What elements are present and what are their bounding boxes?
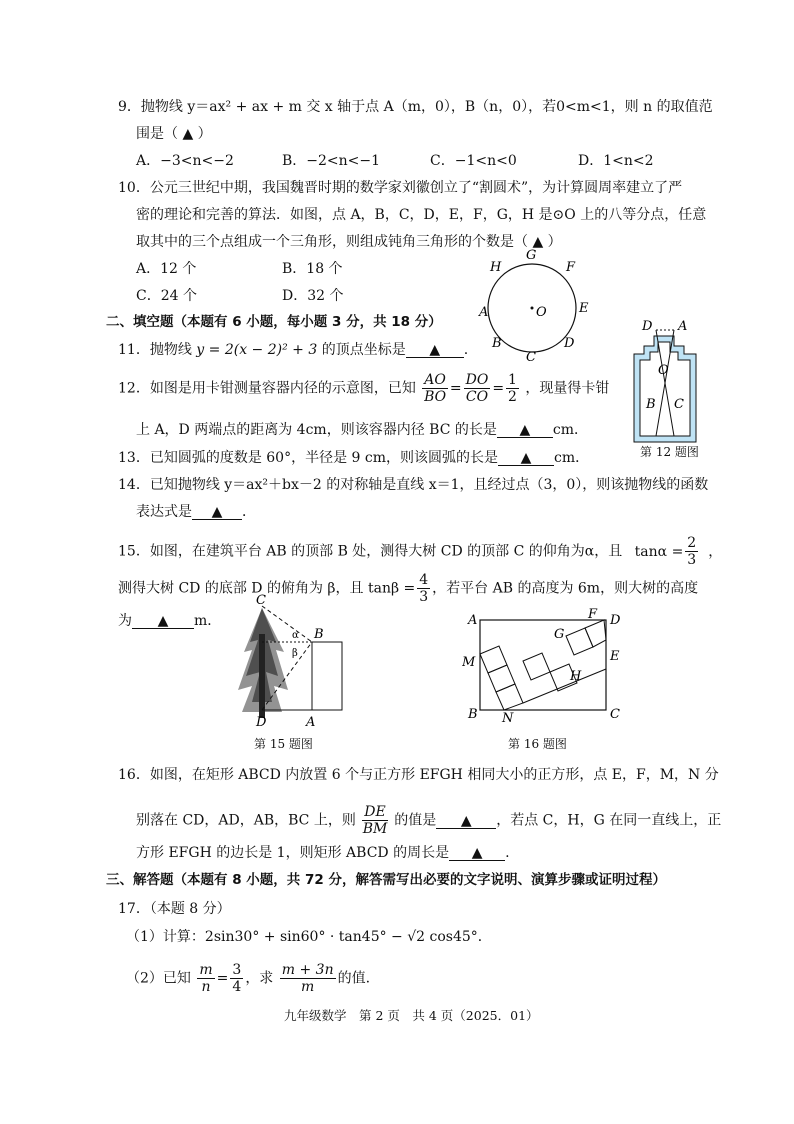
q16-answer-blank-1[interactable]: ▲ [436, 814, 496, 829]
page-footer: 九年级数学 第 2 页 共 4 页（2025．01） [284, 1008, 539, 1023]
q12-unit: cm． [552, 422, 588, 438]
label-b: B [468, 707, 478, 722]
q10-circle-figure [476, 244, 596, 364]
q17-frac-m-n [197, 962, 214, 995]
q11-suffix: 的顶点坐标是 [321, 342, 406, 358]
q17-header: 17．（本题 8 分） [118, 901, 231, 917]
q16-caption: 第 16 题图 [508, 737, 567, 751]
center-dot [531, 307, 534, 310]
q10-option-b: B．18 个 [282, 261, 343, 277]
q13-answer-blank[interactable]: ▲ [498, 451, 554, 466]
q16-line2 [136, 804, 721, 837]
q12-suffix: ，现量得卡钳 [525, 380, 610, 397]
label-d: D [256, 715, 267, 730]
label-e: E [610, 649, 620, 664]
q12-line2-text: 上 A，D 两端点的距离为 4cm，则该容器内径 BC 的长是 [136, 422, 497, 438]
q12-frac3-den: 2 [508, 389, 517, 405]
q16-frac-de-bm [362, 804, 387, 837]
q15-frac-alpha [685, 535, 698, 568]
q15-line3-prefix: 为 [118, 613, 132, 629]
label-d: D [564, 336, 575, 351]
q12-frac-ao-bo [422, 372, 448, 405]
q12-caption: 第 12 题图 [640, 445, 699, 459]
q15-tan-beta: tanβ = [367, 580, 416, 597]
label-c: C [674, 397, 684, 412]
label-b: B [314, 627, 324, 642]
label-h: H [490, 260, 502, 275]
q15-line1-prefix: 15．如图，在建筑平台 AB 的顶部 B 处，测得大树 CD 的顶部 C 的仰角为α，且 [118, 543, 623, 560]
label-e: E [579, 301, 589, 316]
q11-formula: y = 2(x − 2)² + 3 [196, 342, 318, 358]
q15-alpha-den: 3 [687, 552, 697, 568]
q9-line1: 9．抛物线 y＝ax² + ax + m 交 x 轴于点 A（m，0），B（n，0），若0<m<1，则 n 的取值范 [118, 99, 713, 115]
label-a: A [468, 613, 478, 628]
q13-unit: cm． [554, 450, 590, 466]
label-g: G [526, 248, 537, 263]
label-a: A [678, 319, 688, 334]
q10-line2: 密的理论和完善的算法．如图，点 A，B，C，D，E，F，G，H 是⊙O 上的八等分点，任意 [136, 207, 707, 223]
q12-frac2-den: CO [465, 389, 489, 405]
q12-answer-blank[interactable]: ▲ [497, 423, 553, 438]
q13-line [118, 451, 589, 466]
q15-caption: 第 15 题图 [254, 737, 313, 751]
q14-end: ． [242, 504, 256, 520]
q12-prefix: 12．如图是用卡钳测量容器内径的示意图，已知 [118, 380, 416, 397]
q12-line1: 12．如图是用卡钳测量容器内径的示意图，已知 $\frac{AO}{BO}$ = $\frac{DO}{CO}$ = $\frac{1}{2}$ ，现量得卡钳 [118, 372, 610, 405]
label-a: A [306, 715, 316, 730]
q12-frac-half [506, 372, 519, 405]
q17-part1-label: （1）计算： [126, 929, 205, 945]
q15-line3 [118, 614, 221, 629]
q15-line1-end: ， [708, 543, 723, 560]
label-c: C [610, 707, 620, 722]
q12-frac1-num: AO [424, 372, 446, 388]
q12-frac2-num: DO [465, 372, 489, 388]
q12-line2 [136, 423, 588, 438]
q11-end: . [463, 342, 469, 358]
q17-frac-3-4 [230, 962, 243, 995]
q12-frac1-den: BO [424, 389, 447, 405]
q15-beta-den: 3 [419, 589, 429, 605]
q17-target-den: m [301, 979, 315, 995]
q16-line2-mid: 的值是 [394, 812, 437, 829]
label-h: H [570, 669, 582, 684]
q17-frac-target [280, 962, 336, 995]
label-b: B [646, 397, 656, 412]
q12-caliper-figure [626, 314, 702, 454]
section2-title: 二、填空题（本题有 6 小题，每小题 3 分，共 18 分） [106, 314, 442, 330]
q11-line [118, 343, 468, 358]
tree-icon [238, 608, 288, 718]
q14-line1: 14．已知抛物线 y＝ax²＋bx－2 的对称轴是直线 x＝1，且经过点（3，0），则该抛物线的函数 [118, 477, 709, 493]
q16-rectangle-figure [462, 606, 630, 726]
label-g: G [554, 627, 565, 642]
q14-answer-blank[interactable]: ▲ [192, 505, 242, 520]
q17-given-num: m [199, 962, 213, 978]
label-f: F [588, 607, 598, 622]
q17-rhs-den: 4 [232, 979, 242, 995]
label-c: C [526, 350, 536, 364]
label-o: O [658, 363, 669, 378]
q12-frac3-num: 1 [508, 372, 517, 388]
q10-option-c: C．24 个 [136, 288, 197, 304]
q11-prefix: 11．抛物线 [118, 342, 192, 358]
q16-line3-prefix: 方形 EFGH 的边长是 1，则矩形 ABCD 的周长是 [136, 845, 450, 861]
label-d: D [642, 319, 653, 334]
q10-line3: 取其中的三个点组成一个三角形，则组成钝角三角形的个数是（ ▲ ） [136, 234, 562, 250]
q17-part2-end: 的值. [337, 970, 371, 987]
label-a: A [479, 305, 489, 320]
q10-option-a: A．12 个 [136, 261, 197, 277]
q9-option-c: C．−1<n<0 [430, 153, 517, 169]
q15-tan-alpha: tanα = [634, 543, 684, 560]
q15-line2-prefix: 测得大树 CD 的底部 D 的俯角为 β，且 [118, 580, 364, 597]
q16-answer-blank-2[interactable]: ▲ [449, 846, 505, 861]
q16-line1: 16．如图，在矩形 ABCD 内放置 6 个与正方形 EFGH 相同大小的正方形，点 E，F，M，N 分 [118, 767, 719, 783]
q15-answer-blank[interactable]: ▲ [132, 614, 194, 629]
q17-target-num: m + 3n [281, 962, 334, 978]
q9-option-d: D．1<n<2 [578, 153, 654, 169]
q15-beta-num: 4 [419, 572, 429, 588]
q17-rhs-num: 3 [232, 962, 242, 978]
label-f: F [566, 260, 576, 275]
six-squares [480, 620, 606, 710]
q9-option-a: A．−3<n<−2 [136, 153, 234, 169]
q12-frac-do-co [464, 372, 491, 405]
label-m: M [462, 655, 476, 670]
q15-alpha-num: 2 [687, 535, 697, 551]
q17-given-den: n [201, 979, 211, 995]
q11-answer-blank[interactable]: ▲ [406, 343, 464, 358]
q17-part1-expr: 2sin30° + sin60° · tan45° − √2 cos45°． [204, 929, 492, 945]
q13-text: 13．已知圆弧的度数是 60°，半径是 9 cm，则该圆弧的长是 [118, 450, 499, 466]
q15-tree-figure [234, 594, 358, 730]
q17-part1 [126, 930, 492, 944]
q14-prefix: 表达式是 [136, 504, 192, 520]
q10-option-d: D．32 个 [282, 288, 344, 304]
section3-title: 三、解答题（本题有 8 小题，共 72 分，解答需写出必要的文字说明、演算步骤或证明过程） [106, 872, 666, 888]
q17-part2-mid: ，求 [245, 970, 274, 987]
q16-frac-den: BM [362, 821, 388, 837]
q10-line1: 10．公元三世纪中期，我国魏晋时期的数学家刘徽创立了“割圆术”，为计算圆周率建立了严 [118, 180, 683, 196]
q15-unit: m． [194, 613, 222, 629]
q9-line2: 围是（ ▲ ） [136, 126, 212, 142]
line-nc [523, 669, 606, 703]
q17-part2-label: （2）已知 [126, 970, 191, 987]
q17-part2: （2）已知 $\frac{m}{n}$ = $\frac{3}{4}$ ，求 $\frac{m + 3n}{m}$ 的值. [126, 962, 371, 995]
q16-frac-num: DE [364, 804, 386, 820]
label-beta: β [292, 648, 298, 659]
q15-line2-suffix: ，若平台 AB 的高度为 6m，则大树的高度 [432, 580, 699, 597]
q15-frac-beta [417, 572, 430, 605]
label-o: O [536, 305, 547, 320]
label-d: D [610, 613, 621, 628]
q9-option-b: B．−2<n<−1 [282, 153, 381, 169]
label-n: N [502, 711, 514, 726]
label-alpha: α [292, 630, 299, 641]
platform-ab [312, 642, 342, 710]
q14-line2 [136, 505, 256, 520]
q16-line2-end: ，若点 C，H，G 在同一直线上，正 [496, 812, 722, 829]
label-b: B [492, 336, 502, 351]
q15-line2 [118, 572, 698, 605]
q16-end: . [505, 845, 510, 861]
q15-line1 [118, 535, 722, 568]
q16-line2-prefix: 别落在 CD，AD，AB，BC 上，则 [136, 812, 356, 829]
q16-line3 [136, 846, 510, 861]
label-c: C [256, 594, 266, 608]
